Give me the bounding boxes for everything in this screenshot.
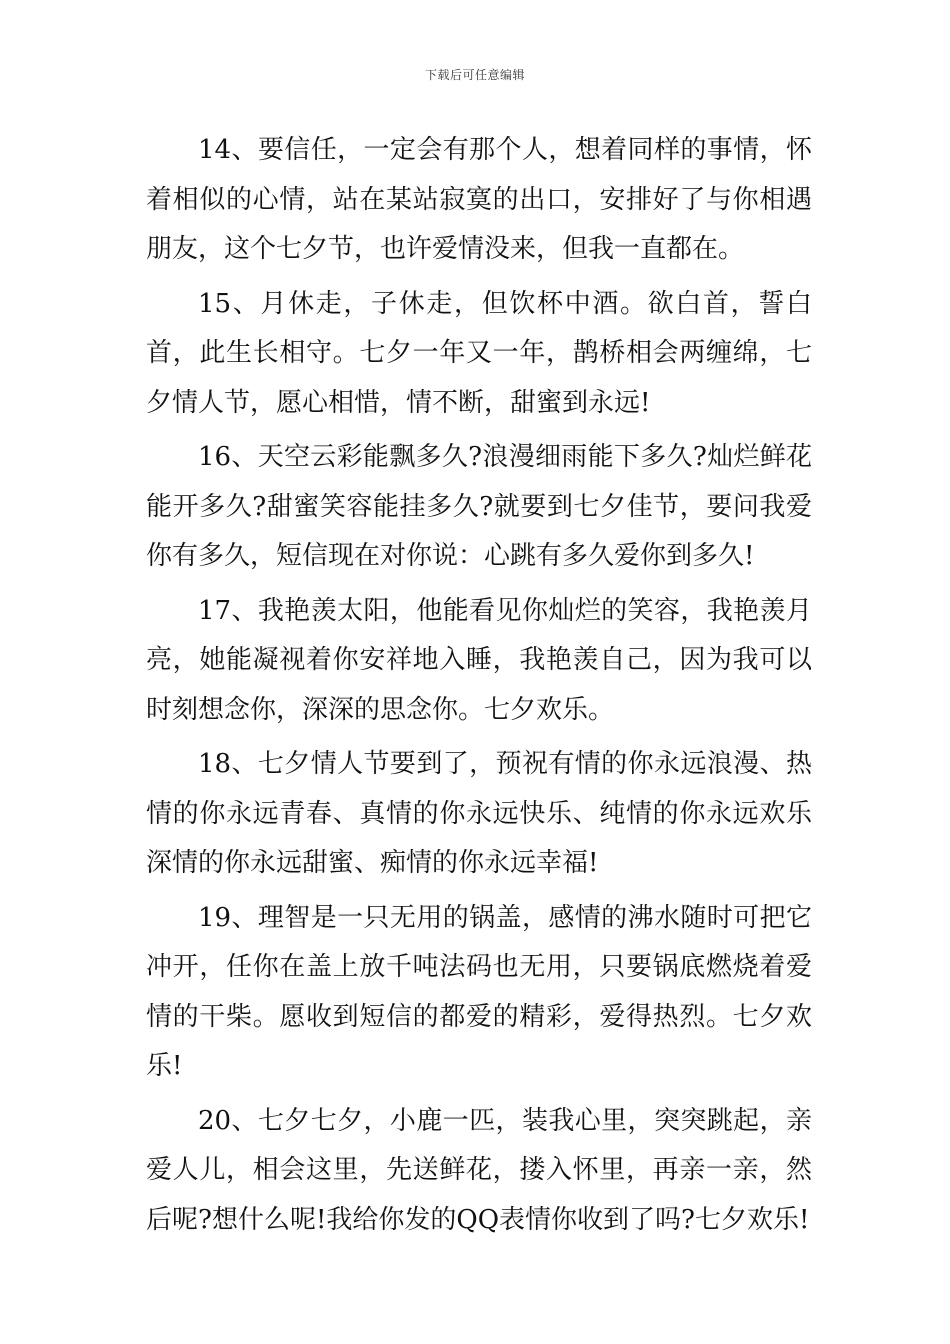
paragraph-20: 20、七夕七夕，小鹿一匹，装我心里，突突跳起，亲爱人儿，相会这里，先送鲜花，搂入怀里，再亲一亲，然后呢?想什么呢!我给你发的QQ表情你收到了吗?七夕欢乐! [146, 1105, 812, 1235]
document-body [146, 126, 812, 1250]
paragraph-16: 16、天空云彩能飘多久?浪漫细雨能下多久?灿烂鲜花能开多久?甜蜜笑容能挂多久?就要到七夕佳节，要问我爱你有多久，短信现在对你说：心跳有多久爱你到多久! [146, 442, 812, 571]
paragraph-14: 14、要信任，一定会有那个人，想着同样的事情，怀着相似的心情，站在某站寂寞的出口，安排好了与你相遇朋友，这个七夕节，也许爱情没来，但我一直都在。 [146, 135, 812, 264]
header-note: 下载后可任意编辑 [424, 68, 525, 82]
paragraph-17: 17、我艳羡太阳，他能看见你灿烂的笑容，我艳羡月亮，她能凝视着你安祥地入睡，我艳羡自己，因为我可以时刻想念你，深深的思念你。七夕欢乐。 [146, 595, 812, 725]
paragraph-18: 18、七夕情人节要到了，预祝有情的你永远浪漫、热情的你永远青春、真情的你永远快乐、纯情的你永远欢乐深情的你永远甜蜜、痴情的你永远幸福! [146, 749, 812, 878]
paragraph-15: 15、月休走，子休走，但饮杯中酒。欲白首，誓白首，此生长相守。七夕一年又一年，鹊桥相会两缠绵，七夕情人节，愿心相惜，情不断，甜蜜到永远! [146, 288, 812, 418]
paragraph-19: 19、理智是一只无用的锅盖，感情的沸水随时可把它冲开，任你在盖上放千吨法码也无用，只要锅底燃烧着爱情的干柴。愿收到短信的都爱的精彩，爱得热烈。七夕欢乐! [146, 902, 812, 1081]
